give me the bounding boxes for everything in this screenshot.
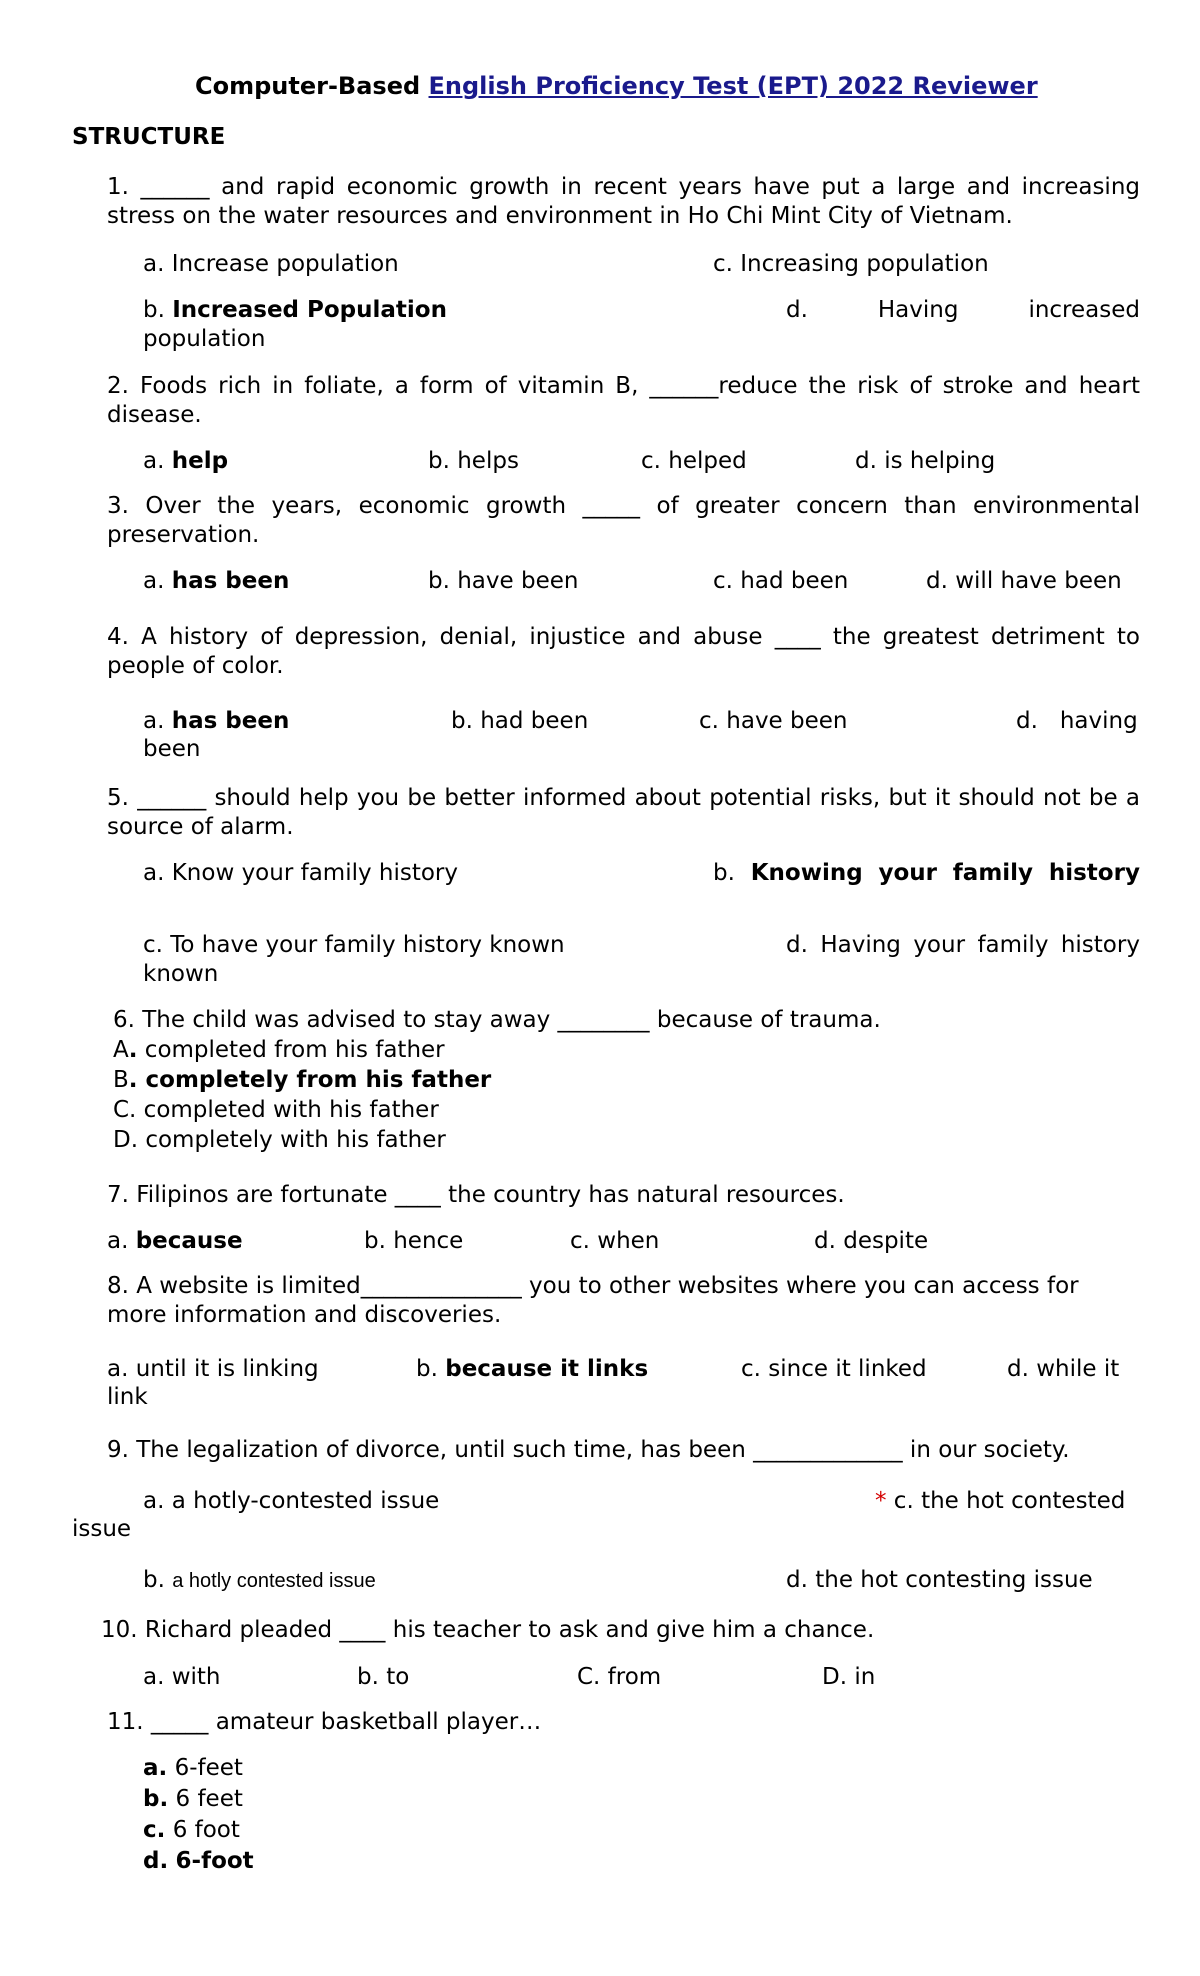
question-7-option-a: a. because — [107, 1228, 243, 1254]
question-4-option-d-continued: been — [143, 736, 201, 762]
question-1-option-d: d. Having increased — [786, 297, 1140, 323]
question-8-option-b: b. because it links — [416, 1356, 649, 1382]
question-8-option-c: c. since it linked — [741, 1356, 927, 1382]
question-2-option-a: a. help — [143, 448, 229, 474]
question-8-option-d-continued: link — [107, 1384, 148, 1410]
correct-answer: help — [171, 448, 229, 474]
question-9-stem: 9. The legalization of divorce, until such time, has been _____________ in our society. — [107, 1437, 1070, 1463]
question-4-option-b: b. had been — [451, 708, 589, 734]
question-10-option-a: a. with — [143, 1664, 221, 1690]
question-11-option-b: b. 6 feet — [143, 1786, 243, 1812]
question-5-option-d-continued: known — [143, 961, 219, 987]
title-plain: Computer-Based — [195, 72, 429, 100]
question-9-option-a: a. a hotly-contested issue — [143, 1488, 440, 1514]
question-3-option-d: d. will have been — [926, 568, 1122, 594]
question-9-option-c: * c. the hot contested — [875, 1488, 1126, 1514]
question-3-option-a: a. has been — [143, 568, 290, 594]
question-6-option-b: B. completely from his father — [113, 1067, 492, 1093]
correct-answer: because it links — [445, 1356, 649, 1382]
question-10-stem: 10. Richard pleaded ____ his teacher to ask and give him a chance. — [101, 1617, 875, 1643]
question-2-stem: 2. Foods rich in foliate, a form of vitamin B, ______reduce the risk of stroke and heart disease. — [107, 373, 1140, 428]
question-2-option-c: c. helped — [641, 448, 747, 474]
question-6-option-a: A. completed from his father — [113, 1037, 445, 1063]
section-heading: STRUCTURE — [72, 124, 226, 150]
correct-answer: 6-foot — [175, 1848, 254, 1874]
question-5-option-a: a. Know your family history — [143, 860, 459, 886]
question-10-option-d: D. in — [822, 1664, 876, 1690]
question-3-option-c: c. had been — [713, 568, 849, 594]
correct-answer: has been — [171, 568, 290, 594]
question-4-option-c: c. have been — [699, 708, 848, 734]
question-2-option-b: b. helps — [428, 448, 519, 474]
correct-answer-word: Knowing — [750, 860, 863, 886]
question-1-option-d-continued: population — [143, 326, 266, 352]
correct-answer: . completely from his father — [128, 1067, 492, 1093]
question-1-stem: 1. ______ and rapid economic growth in recent years have put a large and increasing stress on the water resources and environment in Ho Chi Mint City of Vietnam. — [107, 174, 1140, 229]
title-link[interactable]: English Proficiency Test (EPT) 2022 Reviewer — [428, 72, 1038, 100]
question-5-option-b: b. Knowing your family history — [713, 860, 1140, 886]
question-11-stem: 11. _____ amateur basketball player… — [107, 1709, 542, 1735]
question-7-option-c: c. when — [570, 1228, 660, 1254]
question-10-option-b: b. to — [357, 1664, 410, 1690]
question-2-option-d: d. is helping — [855, 448, 996, 474]
question-8-stem: 8. A website is limited______________ you to other websites where you can access for more information and discoveries. — [107, 1273, 1079, 1328]
question-9-option-c-continued: issue — [72, 1516, 132, 1542]
question-7-stem: 7. Filipinos are fortunate ____ the country has natural resources. — [107, 1182, 845, 1208]
question-5-option-d: d. Having your family history — [786, 932, 1140, 958]
question-3-option-b: b. have been — [428, 568, 579, 594]
question-10-option-c: C. from — [577, 1664, 662, 1690]
question-4-option-d: d. having — [1016, 708, 1138, 734]
question-4-option-a: a. has been — [143, 708, 290, 734]
question-6-stem: 6. The child was advised to stay away ________ because of trauma. — [113, 1007, 881, 1033]
question-6-option-c: C. completed with his father — [113, 1097, 439, 1123]
answer-marker-asterisk: * — [875, 1488, 887, 1514]
correct-answer: has been — [171, 708, 290, 734]
question-9-option-d: d. the hot contesting issue — [786, 1567, 1093, 1593]
question-5-stem: 5. ______ should help you be better informed about potential risks, but it should not be a source of alarm. — [107, 785, 1140, 840]
correct-answer: Increased Population — [172, 297, 447, 323]
correct-answer: because — [135, 1228, 243, 1254]
document-title — [195, 72, 1038, 101]
question-1-option-c: c. Increasing population — [713, 251, 989, 277]
question-5-option-c: c. To have your family history known — [143, 932, 565, 958]
question-11-option-c: c. 6 foot — [143, 1817, 240, 1843]
question-4-stem: 4. A history of depression, denial, injustice and abuse ____ the greatest detriment to people of color. — [107, 624, 1140, 679]
question-11-option-d: d. 6-foot — [143, 1848, 254, 1874]
question-7-option-d: d. despite — [814, 1228, 929, 1254]
question-1-option-b: b. Increased Population — [143, 297, 447, 323]
question-8-option-d: d. while it — [1007, 1356, 1120, 1382]
question-8-option-a: a. until it is linking — [107, 1356, 319, 1382]
question-11-option-a: a. 6-feet — [143, 1755, 243, 1781]
question-9-option-b: b. a hotly contested issue — [143, 1567, 376, 1593]
question-6-option-d: D. completely with his father — [113, 1127, 446, 1153]
question-1-option-a: a. Increase population — [143, 251, 399, 277]
question-7-option-b: b. hence — [364, 1228, 464, 1254]
question-3-stem: 3. Over the years, economic growth _____ of greater concern than environmental preservation. — [107, 493, 1140, 548]
